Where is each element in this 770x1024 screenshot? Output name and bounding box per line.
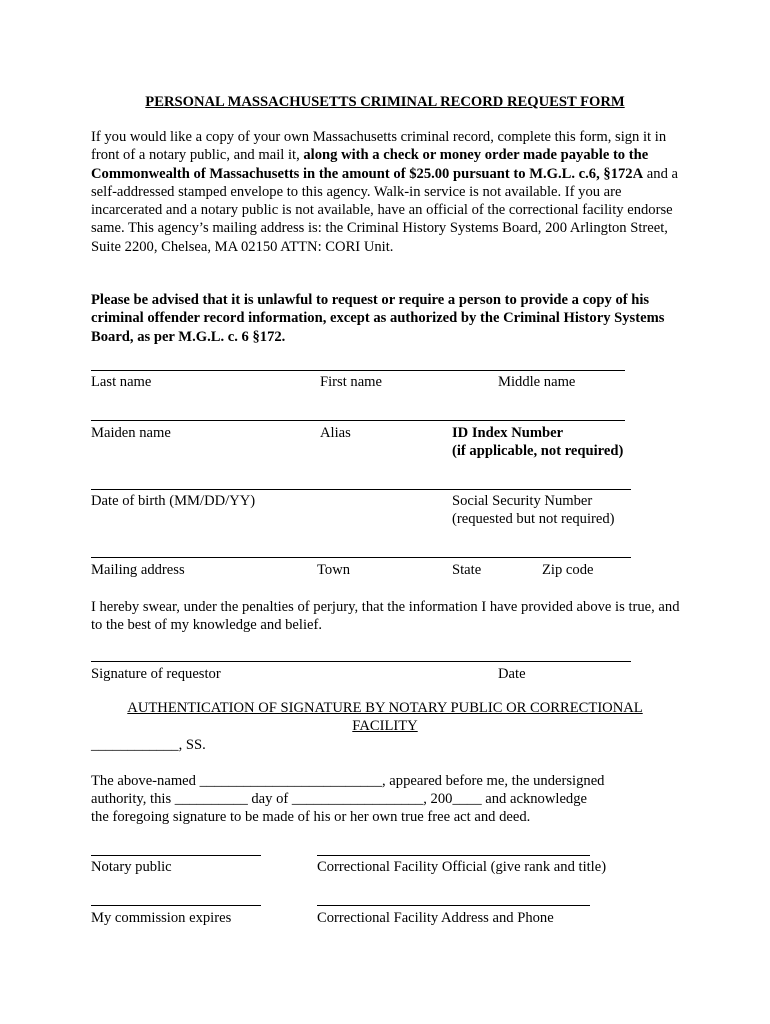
notary-text-line-1: The above-named _________________________, appeared before me, the undersigned xyxy=(91,773,605,789)
state-label: State xyxy=(452,562,482,578)
authentication-title: AUTHENTICATION OF SIGNATURE BY NOTARY PUBLIC OR CORRECTIONAL FACILITY xyxy=(127,700,643,735)
middle-name-label: Middle name xyxy=(498,374,576,390)
notary-public-label: Notary public xyxy=(91,859,172,875)
intro-text-2: and a self-addressed stamped envelope to this agency. Walk-in service is not available. If you are incarcerated and a notary public is not available, have an official of the correctional facility endorse same. This agency’s mailing address is: the Criminal History Systems Board, 200 Arlington Street, Suite 2200, Chelsea, MA 02150 ATTN: CORI Unit. xyxy=(91,165,678,255)
address-line[interactable] xyxy=(91,557,631,558)
date-label: Date xyxy=(498,666,526,682)
ssn-note: (requested but not required) xyxy=(452,511,615,527)
cf-address-label: Correctional Facility Address and Phone xyxy=(317,910,554,926)
alias-label: Alias xyxy=(320,425,351,441)
intro-paragraph xyxy=(91,128,691,256)
notary-text-line-3: the foregoing signature to be made of his or her own true free act and deed. xyxy=(91,809,531,825)
maiden-name-label: Maiden name xyxy=(91,425,171,441)
form-title: PERSONAL MASSACHUSETTS CRIMINAL RECORD REQUEST FORM xyxy=(145,94,625,110)
id-index-note: (if applicable, not required) xyxy=(452,443,624,459)
dob-ssn-line[interactable] xyxy=(91,489,631,490)
commission-line[interactable] xyxy=(91,905,261,906)
cf-address-line[interactable] xyxy=(317,905,590,906)
name-line[interactable] xyxy=(91,370,625,371)
intro-bold-payment: along with a check or money order made payable to the Commonwealth of Massachusetts in the amount of $25.00 pursuant to M.G.L. c.6, §172A xyxy=(91,147,649,182)
intro-text-1: If you would like a copy of your own Massachusetts criminal record, complete this form, sign it in front of a notary public, and mail it, xyxy=(91,129,667,164)
maiden-alias-line[interactable] xyxy=(91,420,625,421)
zip-label: Zip code xyxy=(542,562,594,578)
dob-label: Date of birth (MM/DD/YY) xyxy=(91,493,256,509)
notary-public-line[interactable] xyxy=(91,855,261,856)
ssn-label: Social Security Number xyxy=(452,493,593,509)
last-name-label: Last name xyxy=(91,374,152,390)
first-name-label: First name xyxy=(320,374,383,390)
ss-line: ____________, SS. xyxy=(91,737,206,753)
warning-paragraph: Please be advised that it is unlawful to request or require a person to provide a copy of his criminal offender record information, except as authorized by the Criminal History Systems Board, as per M.G.L. c. 6 §172. xyxy=(91,292,665,345)
signature-line[interactable] xyxy=(91,661,631,662)
signature-label: Signature of requestor xyxy=(91,666,221,682)
notary-text-line-2: authority, this __________ day of __________________, 200____ and acknowledge xyxy=(91,791,587,807)
town-label: Town xyxy=(317,562,351,578)
id-index-label: ID Index Number xyxy=(452,425,564,441)
mailing-address-label: Mailing address xyxy=(91,562,185,578)
cf-official-line[interactable] xyxy=(317,855,590,856)
commission-label: My commission expires xyxy=(91,910,232,926)
oath-paragraph: I hereby swear, under the penalties of perjury, that the information I have provided above is true, and to the best of my knowledge and belief. xyxy=(91,599,680,634)
cf-official-label: Correctional Facility Official (give rank and title) xyxy=(317,859,607,875)
